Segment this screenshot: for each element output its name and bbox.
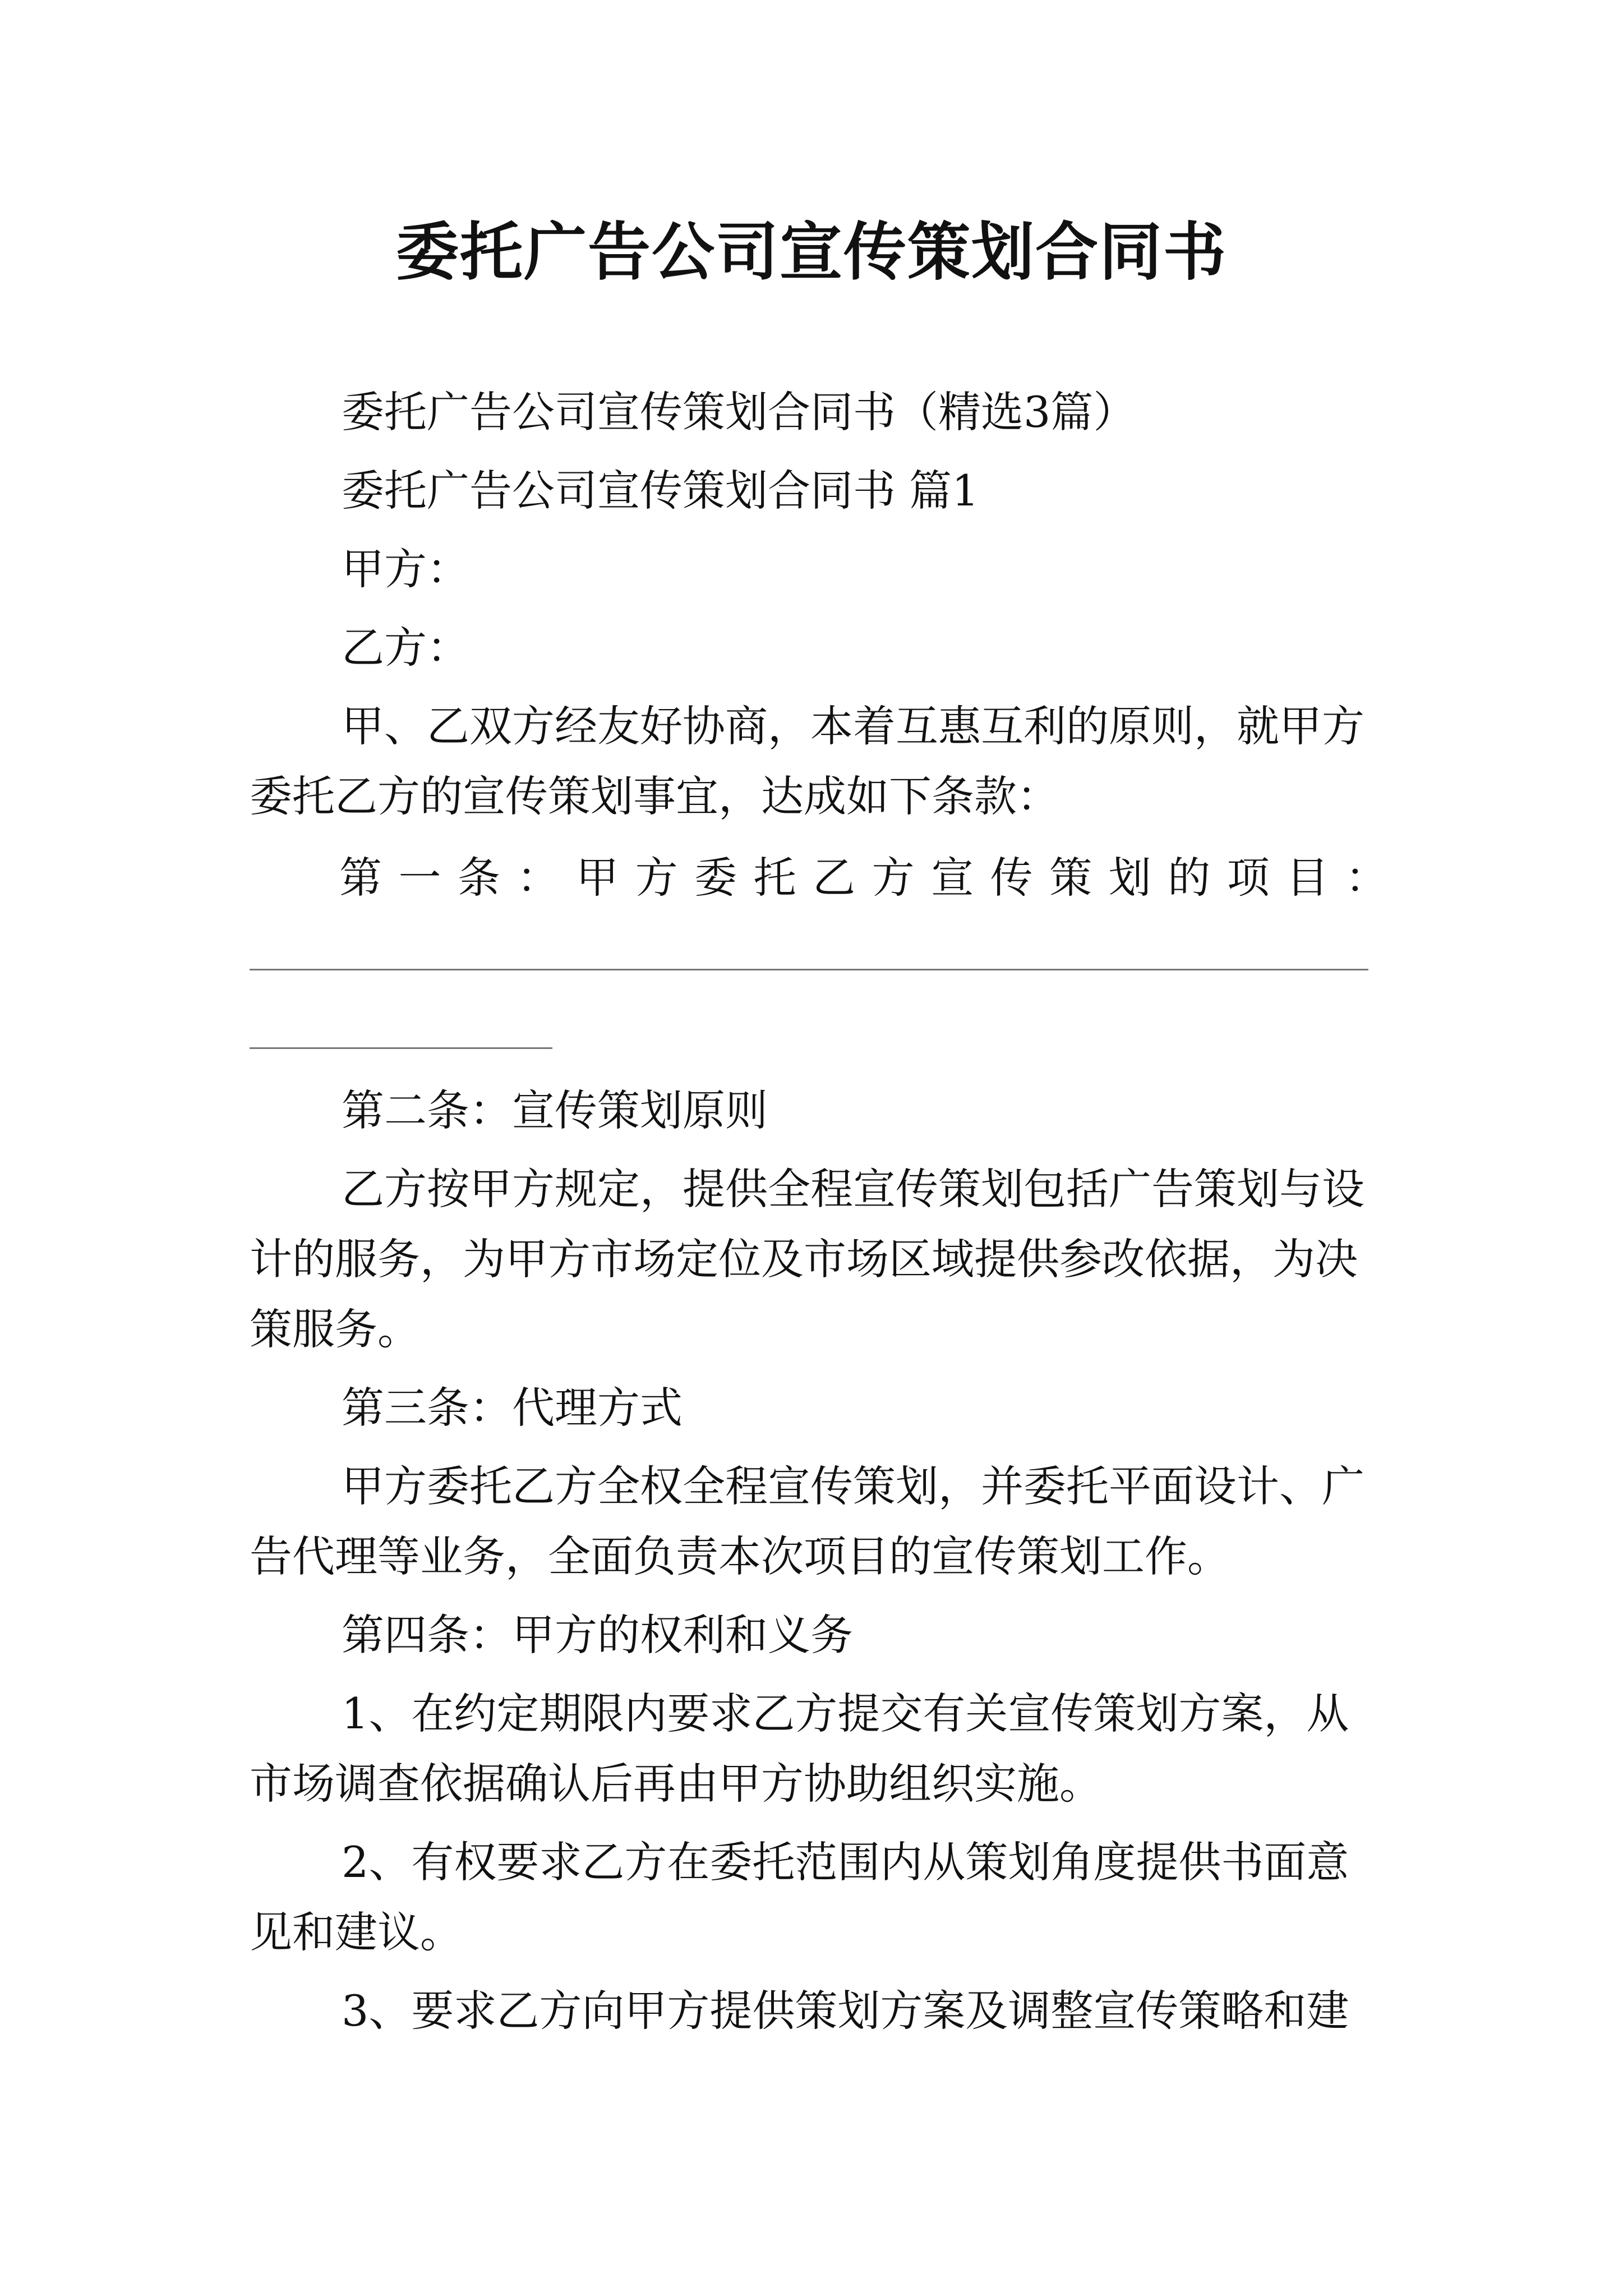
article1-char: ： xyxy=(517,853,560,903)
article2-line: 乙方按甲方规定，提供全程宣传策划包括广告策划与设 xyxy=(342,1164,1364,1214)
article1-char: 委 xyxy=(694,853,737,903)
article4-heading: 第四条：甲方的权利和义务 xyxy=(342,1610,853,1660)
article1-char: 方 xyxy=(872,853,915,903)
article1-char: 乙 xyxy=(813,853,856,903)
article3-line: 告代理等业务，全面负责本次项目的宣传策划工作。 xyxy=(250,1531,1230,1581)
article4-item1-line: 1、在约定期限内要求乙方提交有关宣传策划方案，从 xyxy=(342,1688,1349,1738)
article1-char: 一 xyxy=(398,853,441,903)
article1-char: 托 xyxy=(753,853,796,903)
article2-heading: 第二条：宣传策划原则 xyxy=(342,1085,768,1135)
article4-item2-line: 见和建议。 xyxy=(250,1907,463,1957)
article2-line: 计的服务，为甲方市场定位及市场区域提供参改依据，为决 xyxy=(250,1234,1358,1284)
article4-item3-line: 3、要求乙方向甲方提供策划方案及调整宣传策略和建 xyxy=(342,1986,1349,2036)
article3-heading: 第三条：代理方式 xyxy=(342,1383,683,1433)
document-title: 委托广告公司宣传策划合同书 xyxy=(396,215,1227,289)
article1-char: ： xyxy=(1345,853,1388,903)
blank-fill-line xyxy=(250,1047,552,1049)
article4-item2-line: 2、有权要求乙方在委托范围内从策划角度提供书面意 xyxy=(342,1837,1349,1887)
article1-char: 条 xyxy=(458,853,501,903)
article1-heading xyxy=(339,836,1388,920)
article1-char: 传 xyxy=(990,853,1033,903)
party-b-label: 乙方： xyxy=(342,623,469,673)
article1-char: 目 xyxy=(1286,853,1329,903)
intro-line: 甲、乙双方经友好协商，本着互惠互利的原则，就甲方 xyxy=(342,701,1364,751)
article4-item1-line: 市场调查依据确认后再由甲方协助组织实施。 xyxy=(250,1759,1102,1809)
document-subtitle: 委托广告公司宣传策划合同书（精选3篇） xyxy=(342,387,1136,437)
blank-fill-line xyxy=(250,969,1368,970)
article1-char: 划 xyxy=(1108,853,1151,903)
article1-char: 甲 xyxy=(576,853,619,903)
intro-line: 委托乙方的宣传策划事宜，达成如下条款： xyxy=(250,771,1059,821)
article1-char: 第 xyxy=(339,853,382,903)
section-heading: 委托广告公司宣传策划合同书 篇1 xyxy=(342,466,979,516)
article1-char: 策 xyxy=(1049,853,1092,903)
article1-char: 的 xyxy=(1168,853,1211,903)
article1-char: 宣 xyxy=(931,853,974,903)
article1-char: 项 xyxy=(1227,853,1270,903)
article3-line: 甲方委托乙方全权全程宣传策划，并委托平面设计、广 xyxy=(342,1461,1364,1511)
article2-line: 策服务。 xyxy=(250,1304,420,1354)
article1-char: 方 xyxy=(635,853,678,903)
party-a-label: 甲方： xyxy=(342,544,469,594)
